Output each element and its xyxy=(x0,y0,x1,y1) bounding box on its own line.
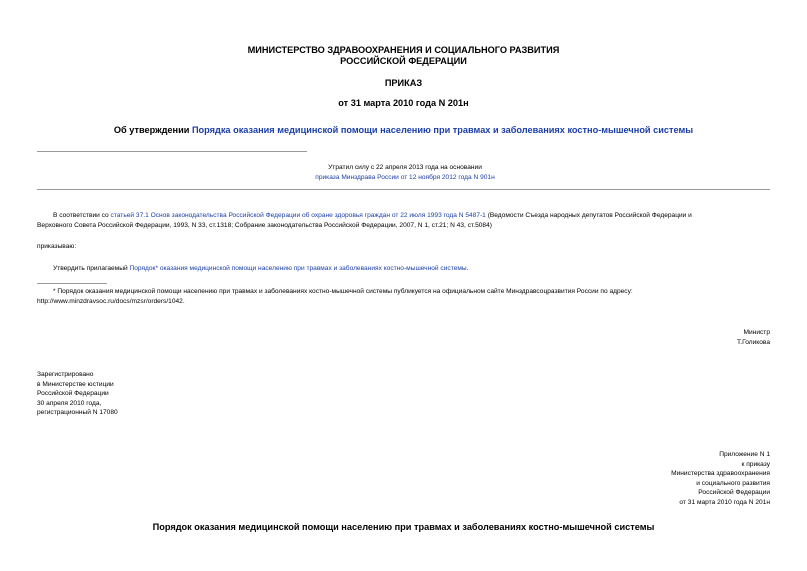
approve-suffix: . xyxy=(466,265,469,272)
footnote-line-2: http://www.minzdravsoc.ru/docs/mzsr/orders/1042. xyxy=(37,297,185,305)
approve-paragraph xyxy=(53,264,770,274)
status-note xyxy=(300,163,510,182)
appendix-line-1: Приложение N 1 xyxy=(719,451,770,458)
signature-block xyxy=(570,328,770,347)
title-link[interactable]: Порядка оказания медицинской помощи населению при травмах и заболеваниях костно-мышечной системы xyxy=(191,125,694,135)
preamble-line-1 xyxy=(37,211,770,221)
ministry-header xyxy=(0,45,807,66)
registration-line-5: регистрационный N 17080 xyxy=(37,409,118,417)
appendix-line-5: Российской Федерации xyxy=(698,489,770,497)
divider-status xyxy=(37,189,770,190)
appendix-line-4: и социального развития xyxy=(696,479,770,487)
signature-name: Т.Голикова xyxy=(736,338,770,346)
status-note-line: Утратил силу с 22 апреля 2013 года на основании xyxy=(328,164,482,171)
footnote-line-1: * Порядок оказания медицинской помощи населению при травмах и заболеваниях костно-мышечной системы публикуется на официальном сайте Минздравсоцразвития России по адресу: xyxy=(53,288,633,295)
order-word: приказываю: xyxy=(37,243,77,250)
doc-date-number: от 31 марта 2010 года N 201н xyxy=(338,98,469,108)
registration-line-2: в Министерстве юстиции xyxy=(37,380,114,388)
registration-line-3: Российской Федерации xyxy=(37,390,109,398)
status-note-link[interactable]: приказа Минздрава России от 12 ноября 2012 года N 901н xyxy=(315,173,495,181)
appendix-block xyxy=(570,450,770,508)
registration-block xyxy=(37,370,237,418)
appendix-title: Порядок оказания медицинской помощи населению при травмах и заболеваниях костно-мышечной системы xyxy=(152,522,655,532)
appendix-line-2: к приказу xyxy=(741,460,770,468)
preamble-suffix: (Ведомости Съезда народных депутатов Российской Федерации и xyxy=(485,212,692,219)
registration-line-1: Зарегистрировано xyxy=(37,371,94,378)
appendix-line-6: от 31 марта 2010 года N 201н xyxy=(679,498,770,506)
doc-type: ПРИКАЗ xyxy=(384,78,423,88)
preamble xyxy=(37,211,770,230)
appendix-line-3: Министерства здравоохранения xyxy=(671,470,770,478)
footnote xyxy=(37,287,770,306)
ministry-line-2: РОССИЙСКОЙ ФЕДЕРАЦИИ xyxy=(340,56,467,66)
registration-line-4: 30 апреля 2010 года, xyxy=(37,399,102,407)
signature-role: Министр xyxy=(743,329,770,336)
approve-order-link[interactable]: Порядок* оказания медицинской помощи населению при травмах и заболеваниях костно-мышечной системы xyxy=(129,265,467,272)
preamble-prefix: В соответствии со xyxy=(53,212,111,219)
title-prefix: Об утверждении xyxy=(113,125,192,135)
preamble-law-link[interactable]: статьей 37.1 Основ законодательства Российской Федерации об охране здоровья граждан от 22 июля 1993 года N 5487-1 xyxy=(110,212,486,219)
ministry-line-1: МИНИСТЕРСТВО ЗДРАВООХРАНЕНИЯ И СОЦИАЛЬНОГО РАЗВИТИЯ xyxy=(247,45,560,55)
preamble-line-2: Верховного Совета Российской Федерации, 1993, N 33, ст.1318; Собрание законодательства Российской Федерации, 2007, N 1, ст.21; N 43, ст.5084) xyxy=(37,221,492,229)
approve-prefix: Утвердить прилагаемый xyxy=(53,265,130,272)
footnote-divider xyxy=(37,283,107,284)
document-title xyxy=(0,125,807,135)
divider-top xyxy=(37,151,307,152)
